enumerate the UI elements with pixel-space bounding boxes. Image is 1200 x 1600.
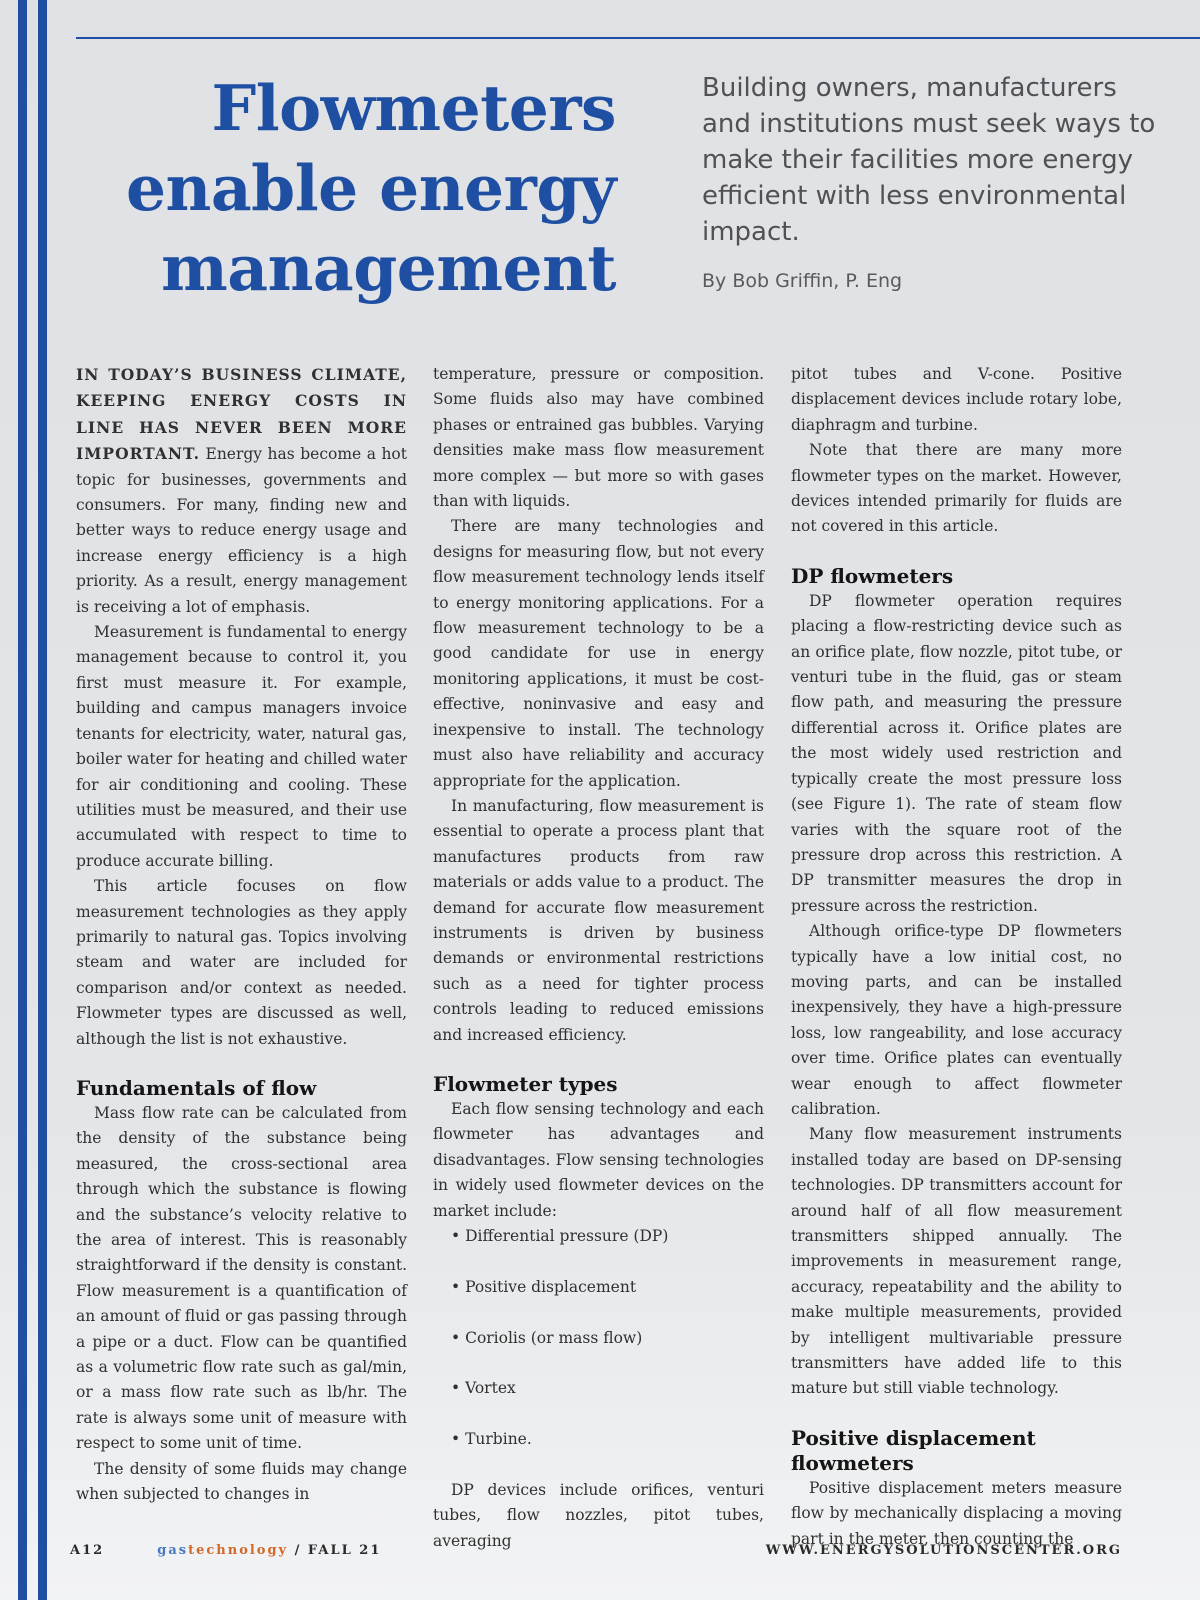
paragraph: The density of some fluids may change when subjected to changes in xyxy=(76,1459,407,1504)
logo-technology: technology xyxy=(188,1543,289,1558)
top-rule xyxy=(76,37,1200,39)
lead-text: Energy has become a hot topic for businesses, governments and consumers. For many, finding new and better ways to reduce energy usage and increase energy efficiency is a high priority. As a result, energy management is receiving a lot of emphasis. xyxy=(76,445,407,616)
lead-caps: IN TODAY’S BUSINESS CLIMATE, KEEPING ENERGY COSTS IN LINE HAS NEVER BEEN MORE IMPORTANT. xyxy=(76,365,407,464)
logo-gas: gas xyxy=(157,1543,189,1558)
list-item: • Turbine. xyxy=(451,1427,764,1452)
footer-url: WWW.ENERGYSOLUTIONSCENTER.ORG xyxy=(765,1543,1122,1558)
paragraph: Measurement is fundamental to energy management because to control it, you first must measure it. For example, building and campus managers invoice tenants for electricity, water, natural gas, boiler water for heating and chilled water for air conditioning and cooling. These utilities must be measured, and their use accumulated with respect to time to produce accurate billing. xyxy=(76,623,407,870)
deck-subtitle: Building owners, manufacturers and institutions must seek ways to make their facilities more energy efficient with less environmental impact. xyxy=(702,73,1156,247)
headline xyxy=(90,68,616,308)
magazine-logo xyxy=(157,1543,288,1558)
paragraph: Positive displacement meters measure flow by mechanically displacing a moving part in the meter, then counting the xyxy=(791,1478,1122,1548)
section-heading: Fundamentals of flow xyxy=(76,1075,317,1100)
article-column-2 xyxy=(433,362,764,1554)
paragraph: pitot tubes and V-cone. Positive displacement devices include rotary lobe, diaphragm and turbine. xyxy=(791,365,1122,434)
issue-label: / FALL 21 xyxy=(288,1543,382,1558)
lead-paragraph xyxy=(76,362,407,620)
paragraph: DP devices include orifices, venturi tubes, flow nozzles, pitot tubes, averaging xyxy=(433,1480,764,1550)
headline-line: Flowmeters xyxy=(211,71,616,145)
paragraph: This article focuses on flow measurement technologies as they apply primarily to natural gas. Topics involving steam and water are included for comparison and/or context as needed. Flowmeter types are discussed as well, although the list is not exhaustive. xyxy=(76,877,407,1048)
footer-left xyxy=(70,1543,381,1558)
byline: By Bob Griffin, P. Eng xyxy=(702,270,903,292)
headline-line: enable energy xyxy=(125,151,616,225)
article-column-3 xyxy=(791,362,1122,1552)
paragraph: Although orifice-type DP flowmeters typically have a low initial cost, no moving parts, and can be installed inexpensively, they have a high-pressure loss, low rangeability, and lose accuracy over time. Orifice plates can eventually wear enough to affect flowmeter calibration. xyxy=(791,922,1122,1118)
paragraph: Note that there are many more flowmeter types on the market. However, devices intended primarily for fluids are not covered in this article. xyxy=(791,441,1122,536)
left-border-stripe xyxy=(38,0,47,1600)
paragraph: Many flow measurement instruments installed today are based on DP-sensing technologies. DP transmitters account for around half of all flow measurement transmitters shipped annually. The improvements in measurement range, accuracy, repeatability and the ability to make multiple measurements, provided by intelligent multivariable pressure transmitters have added life to this mature but still viable technology. xyxy=(791,1125,1122,1398)
paragraph: There are many technologies and designs for measuring flow, but not every flow measurement technology lends itself to energy monitoring applications. For a flow measurement technology to be a good candidate for use in energy monitoring applications, it must be cost-effective, noninvasive and easy and inexpensive to install. The technology must also have reliability and accuracy appropriate for the application. xyxy=(433,517,764,790)
paragraph: Each flow sensing technology and each flowmeter has advantages and disadvantages. Flow sensing technologies in widely used flowmeter devices on the market include: xyxy=(433,1099,764,1220)
headline-line: management xyxy=(161,231,616,305)
section-heading: DP flowmeters xyxy=(791,563,954,588)
list-item: • Differential pressure (DP) xyxy=(451,1224,764,1249)
paragraph: In manufacturing, flow measurement is essential to operate a process plant that manufactures products from raw materials or adds value to a product. The demand for accurate flow measurement instruments is driven by business demands or environmental restrictions such as a need for tighter process controls leading to reduced emissions and increased efficiency. xyxy=(433,796,764,1044)
page-number: A12 xyxy=(70,1543,105,1558)
section-heading: Positive displacement flowmeters xyxy=(791,1425,1036,1475)
list-item: • Vortex xyxy=(451,1376,764,1401)
left-border-stripe xyxy=(18,0,27,1600)
list-item: • Positive displacement xyxy=(451,1275,764,1300)
paragraph: temperature, pressure or composition. Some fluids also may have combined phases or entrained gas bubbles. Varying densities make mass flow measurement more complex — but more so with gases than with liquids. xyxy=(433,365,764,511)
list-item: • Coriolis (or mass flow) xyxy=(451,1326,764,1351)
section-heading: Flowmeter types xyxy=(433,1071,618,1096)
article-column-1 xyxy=(76,362,407,1507)
paragraph: Mass flow rate can be calculated from the density of the substance being measured, the cross-sectional area through which the substance is flowing and the substance’s velocity relative to the area of interest. This is reasonably straightforward if the density is constant. Flow measurement is a quantification of an amount of fluid or gas passing through a pipe or a duct. Flow can be quantified as a volumetric flow rate such as gal/min, or a mass flow rate such as lb/hr. The rate is always some unit of measure with respect to some unit of time. xyxy=(76,1103,407,1453)
paragraph: DP flowmeter operation requires placing a flow-restricting device such as an orifice plate, flow nozzle, pitot tube, or venturi tube in the fluid, gas or steam flow path, and measuring the pressure differential across it. Orifice plates are the most widely used restriction and typically create the most pressure loss (see Figure 1). The rate of steam flow varies with the square root of the pressure drop across this restriction. A DP transmitter measures the drop in pressure across the restriction. xyxy=(791,591,1122,915)
flowmeter-type-list xyxy=(433,1224,764,1453)
